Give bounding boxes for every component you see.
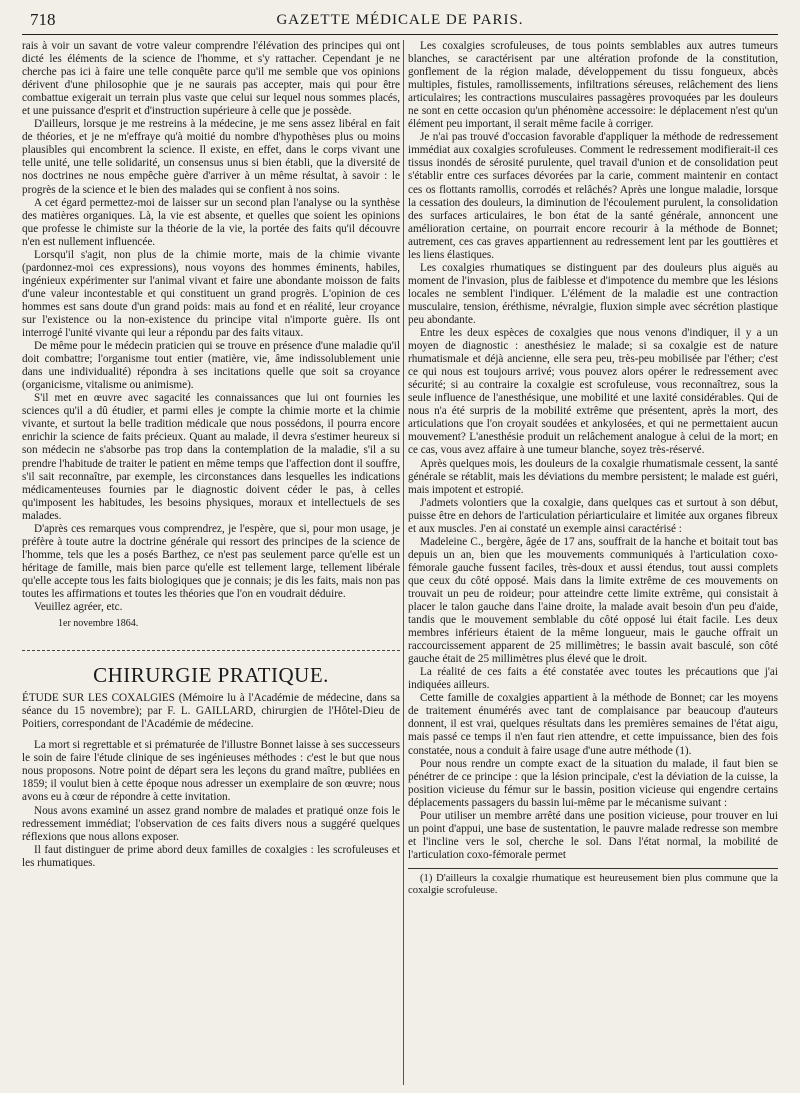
paragraph: A cet égard permettez-moi de laisser sur un second plan l'analyse ou la synthèse des matières organiques. Là, la vie est absente, et quelles que soient les opinions que professe le chimiste sur la théorie de la vie, la portée des faits qu'il découvre n'en est nullement influencée. [22, 196, 400, 248]
paragraph: Il faut distinguer de prime abord deux familles de coxalgies : les scrofuleuses et les rhumatiques. [22, 843, 400, 869]
section-separator [22, 650, 400, 651]
footnote: (1) D'ailleurs la coxalgie rhumatique est heureusement bien plus commune que la coxalgie scrofuleuse. [408, 872, 778, 897]
paragraph: La réalité de ces faits a été constatée avec toutes les précautions que j'ai indiquées ailleurs. [408, 666, 778, 692]
paragraph: De même pour le médecin praticien qui se trouve en présence d'une maladie qu'il doit combattre; l'organisme tout entier (matière, vie, âme indissolublement unie dans une individualité) répondra à ses incitations quelle que soit sa croyance (organicisme, vitalisme ou animisme). [22, 340, 400, 392]
paragraph: Nous avons examiné un assez grand nombre de malades et pratiqué onze fois le redressement immédiat; l'observation de ces faits divers nous a suggéré quelques réflexions que nous allons exposer. [22, 804, 400, 843]
letter-date: 1er novembre 1864. [58, 618, 139, 630]
paragraph: Entre les deux espèces de coxalgies que nous venons d'indiquer, il y a un moyen de diagnostic : anesthésiez le malade; si sa coxalgie est de nature rhumatismale et déjà ancienne, elle sera peu, très-peu mobilisée par l'éther; c'est ce qui nous est toujours arrivé; vous pouvez alors opérer le redressement avec sécurité; si au contraire la coxalgie est scrofuleuse, vous reconnaîtrez, sous la seule influence de l'anesthésique, une mobilité et une laxité considérables. Qui de nous n'a été surpris de la mobilité extrême que présentent, après la mort, des articulations que l'on croyait soudées et ankylosées, et qui ne permettaient aucun mouvement? L'anesthésie produit un relâchement analogue à celui de la mort; en ce cas, vous avez affaire à une tumeur blanche, soyez très-réservé. [408, 327, 778, 457]
page-number: 718 [30, 10, 56, 29]
paragraph: Pour utiliser un membre arrêté dans une position vicieuse, pour trouver en lui un point d'appui, une base de sustentation, le pauvre malade redresse son membre et l'incline vers le sol, cherche le sol. Dans l'état normal, la mobilité de l'articulation coxo-fémorale permet [408, 809, 778, 861]
paragraph: J'admets volontiers que la coxalgie, dans quelques cas et surtout à son début, puisse être en dehors de l'articulation périarticulaire et limitée aux organes fibreux et aux muscles. J'en ai constaté un exemple ainsi caractérisé : [408, 496, 778, 535]
paragraph: Madeleine C., bergère, âgée de 17 ans, souffrait de la hanche et boitait tout bas depuis un an, bien que les mouvements communiqués à l'articulation coxo-fémorale gauche fussent faciles, très-doux et aussi étendus, tout aussi complets que ceux du côté opposé. Mais dans la limite extrême de ces mouvements on trouvait un peu de roideur; pour atteindre cette limite extrême, qui consistait à placer le talon gauche dans l'aine droite, la malade avait besoin d'un peu d'aide, tandis que le mouvement semblable du côté opposé lui était facile. Les deux membres inférieurs étaient de la même longueur, mais le gauche offrait un raccourcissement apparent de 25 millimètres; le bassin avait basculé, son côté gauche était de 25 millimètres plus élevé que le droit. [408, 535, 778, 666]
column-divider [403, 40, 404, 1085]
paragraph: Cette famille de coxalgies appartient à la méthode de Bonnet; car les moyens de traitement énumérés avec tant de complaisance par beaucoup d'auteurs donnent, il est vrai, quelques résultats dans les premières semaines de l'état aigu, mais passé ce temps il n'en faut rien attendre, et cette impuissance, bien des fois constatée, nous a conduit à faire usage d'une autre méthode (1). [408, 692, 778, 757]
paragraph: S'il met en œuvre avec sagacité les connaissances que lui ont fournies les sciences qu'il a dû étudier, et parmi elles je compte la chimie morte et la chimie vivante, et surtout la belle tradition médicale que nous possédons, il pourra encore enrichir la science de faits précieux. Quant au malade, il devra s'estimer heureux si son médecin ne s'absorbe pas trop dans la contemplation de la maladie, s'il a su prendre l'habitude de traiter le patient en même temps que l'affection dont il souffre, s'il sait reconnaître, par exemple, les circonstances dans lesquelles les indications médicamenteuses fournies par le diagnostic doivent céder le pas, à celles qu'imposent les habitudes, les besoins physiques, moraux et intellectuels de ses malades. [22, 392, 400, 522]
paragraph: D'après ces remarques vous comprendrez, je l'espère, que si, pour mon usage, je préfère à toute autre la doctrine générale qui ressort des principes de la science de l'homme, tels que les a posés Barthez, ce n'est pas seulement parce qu'elle est un héritage de famille, mais bien parce qu'elle est tellement large, tellement libérale qu'elle accepte tous les faits biologiques que je connais; je dis les faits, mais non pas toutes les affirmations et toutes les théories que l'on en voudrait déduire. [22, 522, 400, 600]
section-title: CHIRURGIE PRATIQUE. [93, 663, 329, 688]
paragraph: rais à voir un savant de votre valeur comprendre l'élévation des principes qui ont dicté les éléments de la science de l'homme, et s'y rattacher. Cependant je ne cherche pas ici à faire une telle conquête parce qu'il me semble que vos opinions dérivent d'une philosophie que je ne saurais pas accepter, mais qui pour être combattue exigerait un terrain plus vaste que celui sur lequel nous sommes placés, et une puissance d'esprit et d'instruction supérieure à celle que je possède. [22, 40, 400, 118]
paragraph: Après quelques mois, les douleurs de la coxalgie rhumatismale cessent, la santé générale se rétablit, mais les déviations du membre persistent; le malade est guéri, mais impotent et estropié. [408, 457, 778, 496]
paragraph: Lorsqu'il s'agit, non plus de la chimie morte, mais de la chimie vivante (pardonnez-moi ces expressions), nous voyons des hommes éminents, habiles, ingénieux expérimenter sur l'animal vivant et faire une abondante moisson de faits d'une valeur incontestable et qui constituent un grand progrès. L'opinion de ces hommes est sans doute d'un grand poids: mais au fond et en réalité, leur croyance sur l'existence ou la non-existence du principe vital n'importe guère. Ils ont interrogé l'unité vivante qui leur a répondu par des faits vitaux. [22, 248, 400, 340]
right-column [408, 40, 778, 1085]
paragraph: Les coxalgies scrofuleuses, de tous points semblables aux autres tumeurs blanches, se caractérisent par une altération profonde de la constitution, gonflement de la région malade, développement du tissu fongueux, abcès multiples, fistules, ramollissements, infiltrations séreuses, relâchement des liens articulaires; les contractions musculaires passagères provoquées par les douleurs ne sont en cette occasion qu'un phénomène accessoire: le déplacement n'est qu'un élément peu important, il serait même facile à corriger. [408, 40, 778, 131]
paragraph: Pour nous rendre un compte exact de la situation du malade, il faut bien se pénétrer de ce principe : que la lésion principale, c'est la déviation de la cuisse, la position vicieuse du fémur sur le bassin, position vicieuse qui engendre certains déplacements passagers du bassin lui-même par le mécanisme suivant : [408, 757, 778, 809]
paragraph: La mort si regrettable et si prématurée de l'illustre Bonnet laisse à ses successeurs le soin de faire l'étude clinique de ses ingénieuses méthodes : c'est le but que nous nous proposons. Notre point de départ sera les leçons du grand maître, publiées en 1859; il voulut bien à cette époque nous adresser un exemplaire de son œuvre; nous avons eu à cœur de répondre à cette invitation. [22, 739, 400, 804]
paragraph: Je n'ai pas trouvé d'occasion favorable d'appliquer la méthode de redressement immédiat aux coxalgies scrofuleuses. Comment le redressement modifierait-il ces tissus inondés de sérosité purulente, quel travail d'union et de consolidation peut s'établir entre ces surfaces dévorées par la carie, comment maintenir en contact ces os flottants ramollis, corrodés et relâchés? Après une longue maladie, lorsque la cessation des douleurs, la diminution de l'écoulement purulent, la consolidation des surfaces articulaires, le bon état de la santé générale, annoncent une amélioration certaine, on pourrait encore recourir à la méthode de Bonnet; autrement, ces cas graves appartiennent au redressement lent par les gouttières et les liens élastiques. [408, 131, 778, 261]
left-column [22, 40, 400, 1085]
letter-signoff: Veuillez agréer, etc. [34, 601, 123, 614]
columns [22, 40, 778, 1085]
footnote-rule [408, 868, 778, 869]
journal-title: GAZETTE MÉDICALE DE PARIS. [276, 12, 524, 28]
page-header [22, 8, 778, 35]
paragraph: D'ailleurs, lorsque je me restreins à la médecine, je me sens assez libéral en fait de théories, et je ne m'effraye qu'à moitié du nombre d'hypothèses plus ou moins plausibles qui encombrent la science. Il existe, en effet, dans le corps vivant une telle unité, une telle solidarité, un consensus unus si bien établi, que la diversité de nos doctrines ne nous empêche guère d'arriver à un même résultat, à savoir : le progrès de la science et le bien des malades qui se confient à nos soins. [22, 118, 400, 196]
article-heading: ÉTUDE SUR LES COXALGIES (Mémoire lu à l'Académie de médecine, dans sa séance du 15 novembre); par F. L. GAILLARD, chirurgien de l'Hôtel-Dieu de Poitiers, correspondant de l'Académie de médecine. [22, 692, 400, 731]
paragraph: Les coxalgies rhumatiques se distinguent par des douleurs plus aiguës au moment de l'invasion, plus de faiblesse et d'impotence du membre que les lésions locales ne semblent l'indiquer. L'élément de la maladie est une contraction musculaire, tension, éréthisme, névralgie, fluxion simple avec sécrétion plastique peu abondante. [408, 261, 778, 326]
